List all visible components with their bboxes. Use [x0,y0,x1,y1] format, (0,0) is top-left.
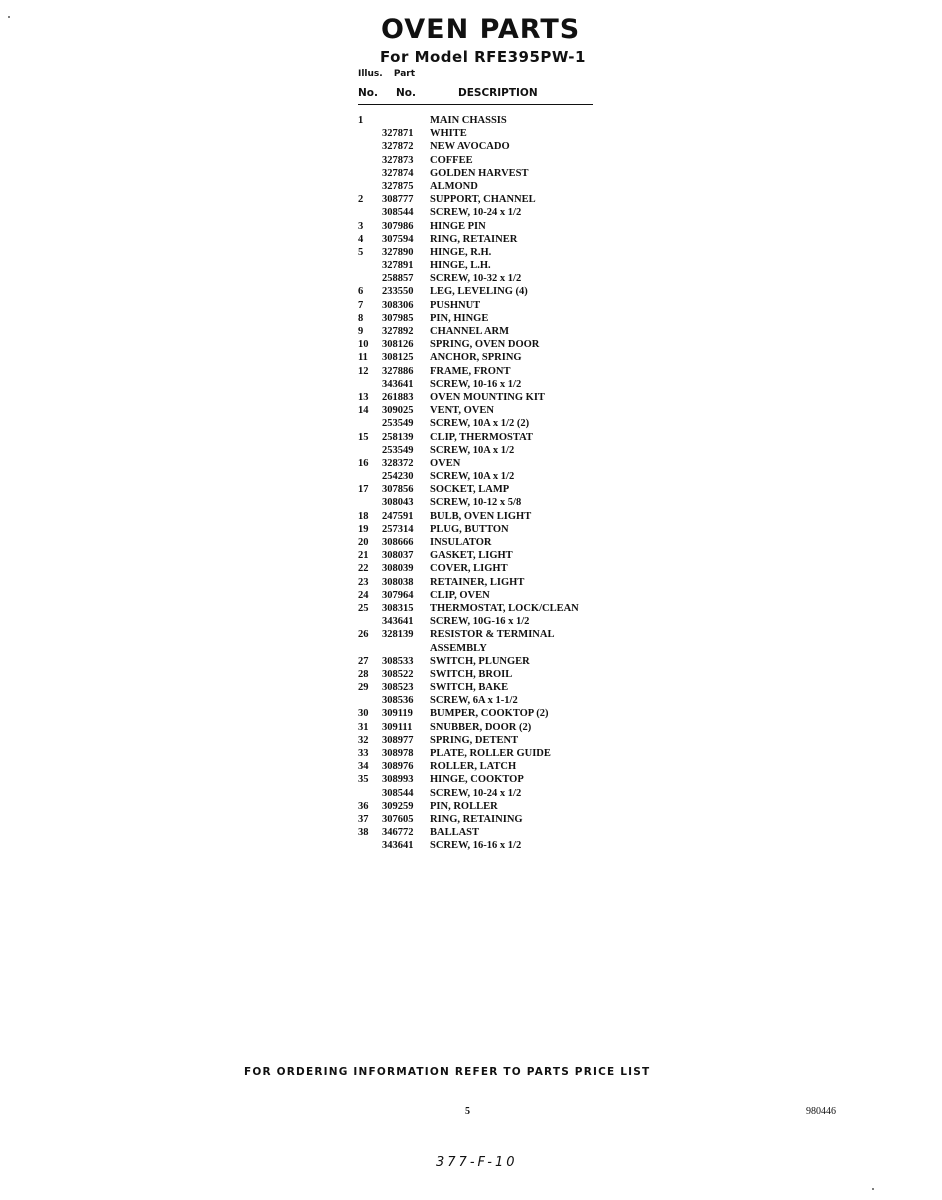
illus-number: 35 [358,774,369,786]
part-description: MAIN CHASSIS [430,115,507,126]
part-description: SCREW, 10-32 x 1/2 [430,273,522,285]
part-number: 343641 [382,616,414,628]
part-description: SWITCH, BROIL [430,668,513,680]
part-description: INSULATOR [430,537,492,548]
document-code: 980446 [806,1106,836,1117]
parts-row [356,351,616,364]
part-number: 307986 [382,220,414,232]
part-description: SOCKET, LAMP [430,484,510,496]
part-description: CHANNEL ARM [430,326,510,337]
parts-row [356,404,616,417]
parts-row [356,615,616,628]
part-number: 308522 [382,668,414,680]
illus-number: 1 [358,115,364,126]
scan-speck [8,16,10,18]
part-label: Part [393,69,416,79]
parts-row [356,378,616,391]
part-number: 307985 [382,312,414,324]
parts-row [356,246,616,259]
part-description: LEG, LEVELING (4) [430,286,528,298]
part-number: 307594 [382,233,414,245]
ordering-note: FOR ORDERING INFORMATION REFER TO PARTS PRICE LIST [244,1066,651,1078]
illus-number: 38 [358,827,369,839]
illus-number: 22 [358,563,369,575]
part-description: SCREW, 6A x 1-1/2 [430,695,518,707]
part-number: 308978 [382,748,414,759]
col-illus-no: No. [358,87,378,99]
part-description: HINGE PIN [430,220,486,232]
parts-row [356,299,616,312]
illus-number: 12 [358,365,369,377]
part-number: 308126 [382,339,414,351]
parts-row [356,839,616,852]
parts-row [356,417,616,430]
part-number: 258139 [382,431,414,443]
parts-row [356,787,616,800]
part-number: 327886 [382,365,414,377]
part-description: GOLDEN HARVEST [430,167,529,179]
parts-row [356,562,616,575]
illus-number: 28 [358,668,369,680]
illus-number: 23 [358,576,369,588]
parts-row [356,206,616,219]
col-description: DESCRIPTION [458,87,538,99]
parts-row [356,628,616,641]
parts-row [356,127,616,140]
part-number: 308777 [382,194,414,206]
illus-number: 24 [358,589,369,601]
illus-number: 7 [358,299,364,311]
part-number: 308666 [382,537,414,548]
part-number: 308315 [382,602,414,614]
part-description: PLATE, ROLLER GUIDE [430,748,551,759]
part-number: 309119 [382,708,413,720]
part-description: SCREW, 10-24 x 1/2 [430,787,522,799]
page-title: OVEN PARTS [381,14,581,45]
part-number: 233550 [382,286,414,298]
part-number: 308306 [382,299,414,311]
part-description: CLIP, OVEN [430,589,490,601]
parts-row [356,470,616,483]
illus-number: 26 [358,629,369,641]
illus-number: 37 [358,813,369,825]
part-number: 346772 [382,827,414,839]
parts-row [356,391,616,404]
part-description: OVEN MOUNTING KIT [430,391,545,403]
illus-number: 9 [358,326,364,337]
part-description: COFFEE [430,154,473,166]
part-number: 253549 [382,444,414,456]
parts-row [356,220,616,233]
parts-row [356,496,616,509]
part-description: COVER, LIGHT [430,563,508,575]
part-number: 261883 [382,391,414,403]
parts-row [356,444,616,457]
part-number: 309259 [382,800,414,812]
parts-row [356,365,616,378]
illus-number: 18 [358,510,369,522]
illus-number: 27 [358,655,369,667]
part-number: 328139 [382,629,414,641]
part-description: SPRING, OVEN DOOR [430,339,540,351]
parts-row [356,721,616,734]
parts-row [356,826,616,839]
part-description: PIN, ROLLER [430,800,498,812]
part-description: PIN, HINGE [430,312,489,324]
part-description: GASKET, LIGHT [430,550,513,562]
part-number: 308536 [382,695,414,707]
part-description: SCREW, 10-24 x 1/2 [430,207,522,219]
parts-row [356,800,616,813]
parts-row [356,154,616,167]
parts-row [356,457,616,470]
part-description: RETAINER, LIGHT [430,576,525,588]
part-number: 308533 [382,655,414,667]
part-description: CLIP, THERMOSTAT [430,431,533,443]
part-description: BALLAST [430,827,480,839]
part-description: SCREW, 10A x 1/2 [430,471,515,483]
illus-number: 19 [358,523,369,535]
part-description: SPRING, DETENT [430,734,519,746]
part-description: SNUBBER, DOOR (2) [430,721,532,733]
part-description: SWITCH, PLUNGER [430,655,530,667]
part-description: ASSEMBLY [430,642,487,654]
part-number: 308043 [382,497,414,509]
part-number: 327890 [382,246,414,258]
parts-row [356,233,616,246]
part-number: 327872 [382,141,414,153]
part-description: SCREW, 10A x 1/2 (2) [430,418,530,430]
parts-row [356,589,616,602]
parts-row [356,655,616,668]
parts-row [356,694,616,707]
parts-row [356,180,616,193]
parts-list [356,114,616,853]
part-description: SWITCH, BAKE [430,682,509,694]
part-number: 308544 [382,787,414,799]
part-number: 309111 [382,721,413,733]
part-description: RING, RETAINER [430,233,518,245]
illus-number: 36 [358,800,369,812]
parts-row [356,602,616,615]
part-number: 343641 [382,378,414,390]
illus-number: 25 [358,602,369,614]
part-description: VENT, OVEN [430,405,494,417]
part-number: 308993 [382,774,414,786]
page-number: 5 [465,1106,470,1117]
part-number: 307856 [382,484,414,496]
model-subtitle: For Model RFE395PW-1 [380,48,586,66]
illus-number: 5 [358,246,364,258]
illus-number: 16 [358,457,369,469]
part-description: RING, RETAINING [430,813,523,825]
illus-number: 17 [358,484,369,496]
parts-row [356,773,616,786]
parts-row [356,431,616,444]
handwritten-note: 377-F-10 [436,1155,518,1170]
part-description: SUPPORT, CHANNEL [430,194,536,206]
parts-row [356,576,616,589]
part-description: PUSHNUT [430,299,481,311]
part-number: 257314 [382,523,414,535]
illus-number: 6 [358,286,364,298]
part-number: 328372 [382,457,414,469]
part-number: 307605 [382,813,414,825]
column-header-top [358,69,423,79]
parts-row [356,536,616,549]
parts-row [356,523,616,536]
part-description: WHITE [430,128,467,140]
part-description: BULB, OVEN LIGHT [430,510,532,522]
part-description: HINGE, COOKTOP [430,774,524,786]
illus-number: 10 [358,339,369,351]
parts-row [356,325,616,338]
part-number: 254230 [382,471,414,483]
parts-row [356,734,616,747]
part-number: 343641 [382,840,414,852]
part-number: 308977 [382,734,414,746]
illus-number: 29 [358,682,369,694]
part-number: 308544 [382,207,414,219]
part-number: 309025 [382,405,414,417]
part-description: PLUG, BUTTON [430,523,509,535]
part-number: 308037 [382,550,414,562]
parts-row [356,285,616,298]
illus-number: 13 [358,391,369,403]
part-number: 327873 [382,154,414,166]
illus-number: 30 [358,708,369,720]
illus-number: 33 [358,748,369,759]
parts-row [356,483,616,496]
parts-row [356,549,616,562]
scan-speck [872,1188,874,1190]
illus-number: 21 [358,550,369,562]
illus-number: 15 [358,431,369,443]
part-number: 307964 [382,589,414,601]
part-number: 247591 [382,510,414,522]
illus-label: Illus. [358,69,383,79]
illus-number: 20 [358,537,369,548]
parts-row [356,167,616,180]
illus-number: 32 [358,734,369,746]
part-number: 258857 [382,273,414,285]
part-number: 308038 [382,576,414,588]
parts-row [356,510,616,523]
parts-row [356,312,616,325]
illus-number: 11 [358,352,368,364]
part-description: FRAME, FRONT [430,365,511,377]
part-description: HINGE, L.H. [430,260,491,272]
parts-row [356,642,616,655]
part-number: 327892 [382,326,414,337]
part-description: BUMPER, COOKTOP (2) [430,708,549,720]
illus-number: 34 [358,761,369,773]
part-description: ANCHOR, SPRING [430,352,522,364]
parts-row [356,747,616,760]
part-description: SCREW, 10-16 x 1/2 [430,378,522,390]
part-description: SCREW, 10G-16 x 1/2 [430,616,530,628]
part-number: 327891 [382,260,414,272]
parts-row [356,681,616,694]
part-number: 327874 [382,167,414,179]
illus-number: 2 [358,194,364,206]
part-description: ALMOND [430,180,478,192]
parts-row [356,668,616,681]
parts-row [356,338,616,351]
part-number: 308039 [382,563,414,575]
illus-number: 4 [358,233,364,245]
part-number: 253549 [382,418,414,430]
parts-row [356,707,616,720]
part-description: SCREW, 10A x 1/2 [430,444,515,456]
part-number: 308125 [382,352,414,364]
illus-number: 14 [358,405,369,417]
illus-number: 3 [358,220,364,232]
parts-row [356,272,616,285]
part-description: RESISTOR & TERMINAL [430,629,555,641]
part-number: 327871 [382,128,414,140]
parts-row [356,813,616,826]
part-description: NEW AVOCADO [430,141,510,153]
parts-row [356,193,616,206]
part-description: OVEN [430,457,461,469]
parts-row [356,114,616,127]
part-description: SCREW, 10-12 x 5/8 [430,497,522,509]
part-number: 308976 [382,761,414,773]
part-description: THERMOSTAT, LOCK/CLEAN [430,602,579,614]
illus-number: 8 [358,312,364,324]
part-number: 327875 [382,180,414,192]
part-description: ROLLER, LATCH [430,761,517,773]
parts-row [356,760,616,773]
parts-row [356,140,616,153]
col-part-no: No. [396,87,416,99]
column-header [358,87,593,105]
illus-number: 31 [358,721,369,733]
parts-row [356,259,616,272]
part-description: SCREW, 16-16 x 1/2 [430,840,522,852]
part-description: HINGE, R.H. [430,246,492,258]
part-number: 308523 [382,682,414,694]
